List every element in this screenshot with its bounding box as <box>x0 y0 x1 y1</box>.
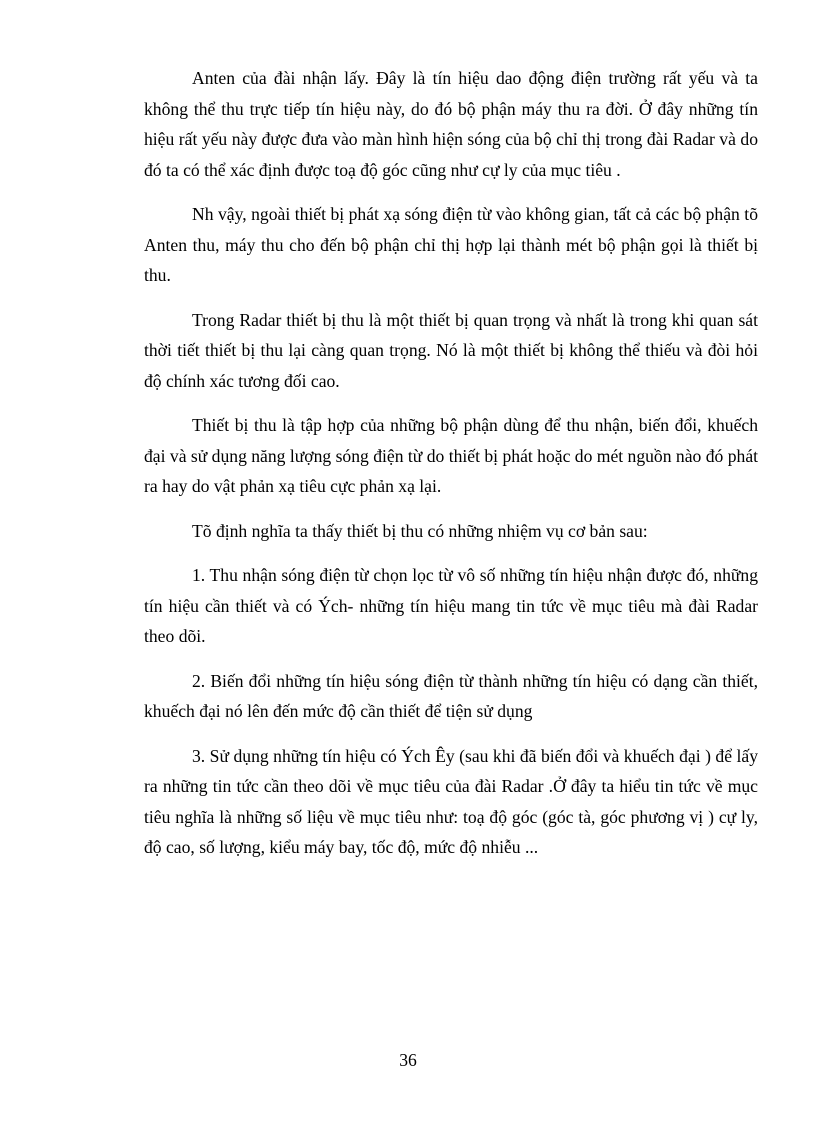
paragraph-5: Tõ định nghĩa ta thấy thiết bị thu có những nhiệm vụ cơ bản sau: <box>192 520 648 541</box>
list-item-1: 1. Thu nhận sóng điện từ chọn lọc từ vô số những tín hiệu nhận được đó, những tín hiệu cần thiết và có Ých- những tín hiệu mang tin tức về mục tiêu mà đài Radar theo dõi. <box>144 565 758 646</box>
page-number: 36 <box>399 1050 417 1070</box>
body-text <box>144 63 758 863</box>
paragraph-1: Anten của đài nhận lấy. Đây là tín hiệu dao động điện trường rất yếu và ta không thể thu trực tiếp tín hiệu này, do đó bộ phận máy thu ra đời. Ở đây những tín hiệu rất yếu này được đưa vào màn hình hiện sóng của bộ chỉ thị trong đài Radar và do đó ta có thể xác định được toạ độ góc cũng như cự ly của mục tiêu . <box>144 68 758 180</box>
list-item-2: 2. Biến đổi những tín hiệu sóng điện từ thành những tín hiệu có dạng cần thiết, khuếch đại nó lên đến mức độ cần thiết để tiện sử dụng <box>144 670 758 721</box>
paragraph-3: Trong Radar thiết bị thu là một thiết bị quan trọng và nhất là trong khi quan sát thời tiết thiết bị thu lại càng quan trọng. Nó là một thiết bị không thể thiếu và đòi hỏi độ chính xác tương đối cao. <box>144 309 758 391</box>
paragraph-4: Thiết bị thu là tập hợp của những bộ phận dùng để thu nhận, biến đổi, khuếch đại và sử dụng năng lượng sóng điện từ do thiết bị phát hoặc do mét nguồn nào đó phát ra hay do vật phản xạ tiêu cực phản xạ lại. <box>144 415 759 496</box>
list-item-3: 3. Sử dụng những tín hiệu có Ých Êy (sau khi đã biến đổi và khuếch đại ) để lấy ra những tin tức cần theo dõi về mục tiêu của đài Radar .Ở đây ta hiểu tin tức về mục tiêu nghĩa là những số liệu về mục tiêu như: toạ độ góc (góc tà, góc phương vị ) cự ly, độ cao, số lượng, kiểu máy bay, tốc độ, mức độ nhiễu ... <box>144 745 758 857</box>
paragraph-2: Nh vậy, ngoài thiết bị phát xạ sóng điện từ vào không gian, tất cả các bộ phận tõ Anten thu, máy thu cho đến bộ phận chỉ thị hợp lại thành mét bộ phận gọi là thiết bị thu. <box>144 204 758 285</box>
